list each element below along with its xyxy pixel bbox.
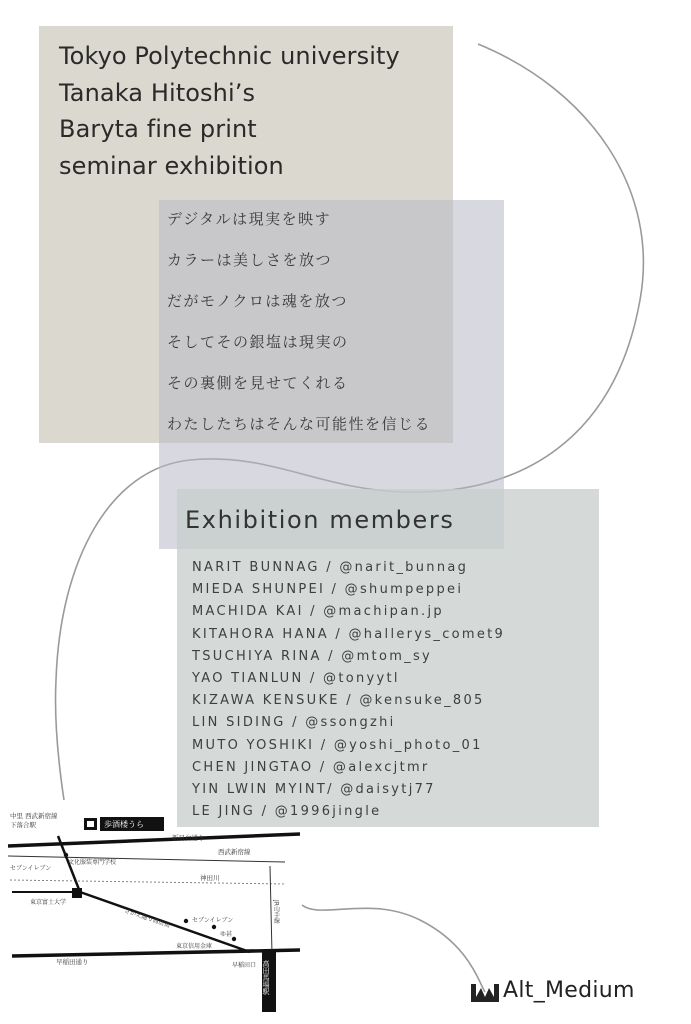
venue-label: 歩酒楼うら: [104, 820, 144, 829]
map-label: 西武新宿線: [218, 848, 251, 856]
title-line: Tanaka Hitoshi’s: [59, 78, 256, 107]
member-item: TSUCHIYA RINA / @mtom_sy: [192, 648, 433, 664]
map-label: 神田川: [200, 874, 220, 882]
member-item: LE JING / @1996jingle: [192, 804, 382, 820]
member-item: MACHIDA KAI / @machipan.jp: [192, 604, 444, 620]
logo-text: Alt_Medium: [503, 978, 635, 1003]
map-label: 早稲田通り: [56, 958, 89, 966]
member-item: LIN SIDING / @ssongzhi: [192, 715, 396, 731]
map-label: 新目白通り: [172, 834, 205, 842]
map-label: 下落合駅: [10, 821, 36, 829]
river-kanda: [10, 880, 285, 884]
member-item: YAO TIANLUN / @tonyytl: [192, 671, 400, 687]
poem-line: デジタルは現実を映す: [167, 210, 332, 228]
members-list: [192, 557, 505, 823]
member-item: KITAHORA HANA / @hallerys_comet9: [192, 626, 506, 642]
member-item: CHEN JINGTAO / @alexcjtmr: [192, 759, 430, 775]
map-label: 早稲田口: [232, 962, 257, 969]
poi-dot: [212, 925, 216, 929]
poem-line: わたしたちはそんな可能性を信じる: [167, 415, 432, 433]
poem-line: そしてその銀塩は現実の: [167, 333, 349, 351]
access-map: [0, 800, 300, 1024]
title-line: Tokyo Polytechnic university: [59, 42, 400, 70]
title-line: Baryta fine print: [59, 115, 257, 143]
map-label: JR山手線: [272, 900, 280, 924]
map-label: さかえ通り商店街: [123, 907, 172, 930]
title-line: seminar exhibition: [59, 151, 284, 180]
map-label: ゆ甚: [220, 931, 233, 938]
poem-line: その裏側を見せてくれる: [167, 374, 349, 392]
member-item: MUTO YOSHIKI / @yoshi_photo_01: [192, 737, 483, 753]
decorative-curve-bottom: [302, 905, 485, 992]
member-item: KIZAWA KENSUKE / @kensuke_805: [192, 693, 485, 709]
map-label: 文化服装専門学校: [68, 859, 117, 866]
member-item: MIEDA SHUNPEI / @shumpeppei: [192, 582, 464, 598]
alt-medium-logo: [470, 978, 670, 1008]
poem-line: だがモノクロは魂を放つ: [167, 292, 348, 310]
poi-dot: [232, 937, 236, 941]
rail-seibu-shinjuku: [8, 856, 285, 862]
map-label: セブンイレブン: [192, 917, 234, 924]
access-map-drawing: [0, 800, 300, 1024]
map-label: 東京信用金庫: [176, 943, 213, 950]
road-shinmejiro: [8, 834, 300, 846]
map-label: セブンイレブン: [10, 865, 52, 872]
poi-dot: [184, 919, 188, 923]
poem: [167, 199, 431, 445]
university-marker: [72, 888, 82, 898]
member-item: NARIT BUNNAG / @narit_bunnag: [192, 560, 469, 575]
station-label: 高田馬場駅: [262, 960, 270, 995]
members-heading: Exhibition members: [185, 506, 455, 534]
poem-line: カラーは美しさを放つ: [167, 251, 333, 269]
poi-dot: [64, 853, 68, 857]
member-item: YIN LWIN MYINT/ @daisytj77: [192, 782, 436, 798]
map-label: 東京富士大学: [30, 899, 67, 906]
crown-icon: [470, 980, 500, 1004]
road-waseda: [12, 950, 300, 956]
exhibition-title: [59, 38, 400, 184]
map-label: 中里 西武新宿線: [10, 812, 58, 820]
